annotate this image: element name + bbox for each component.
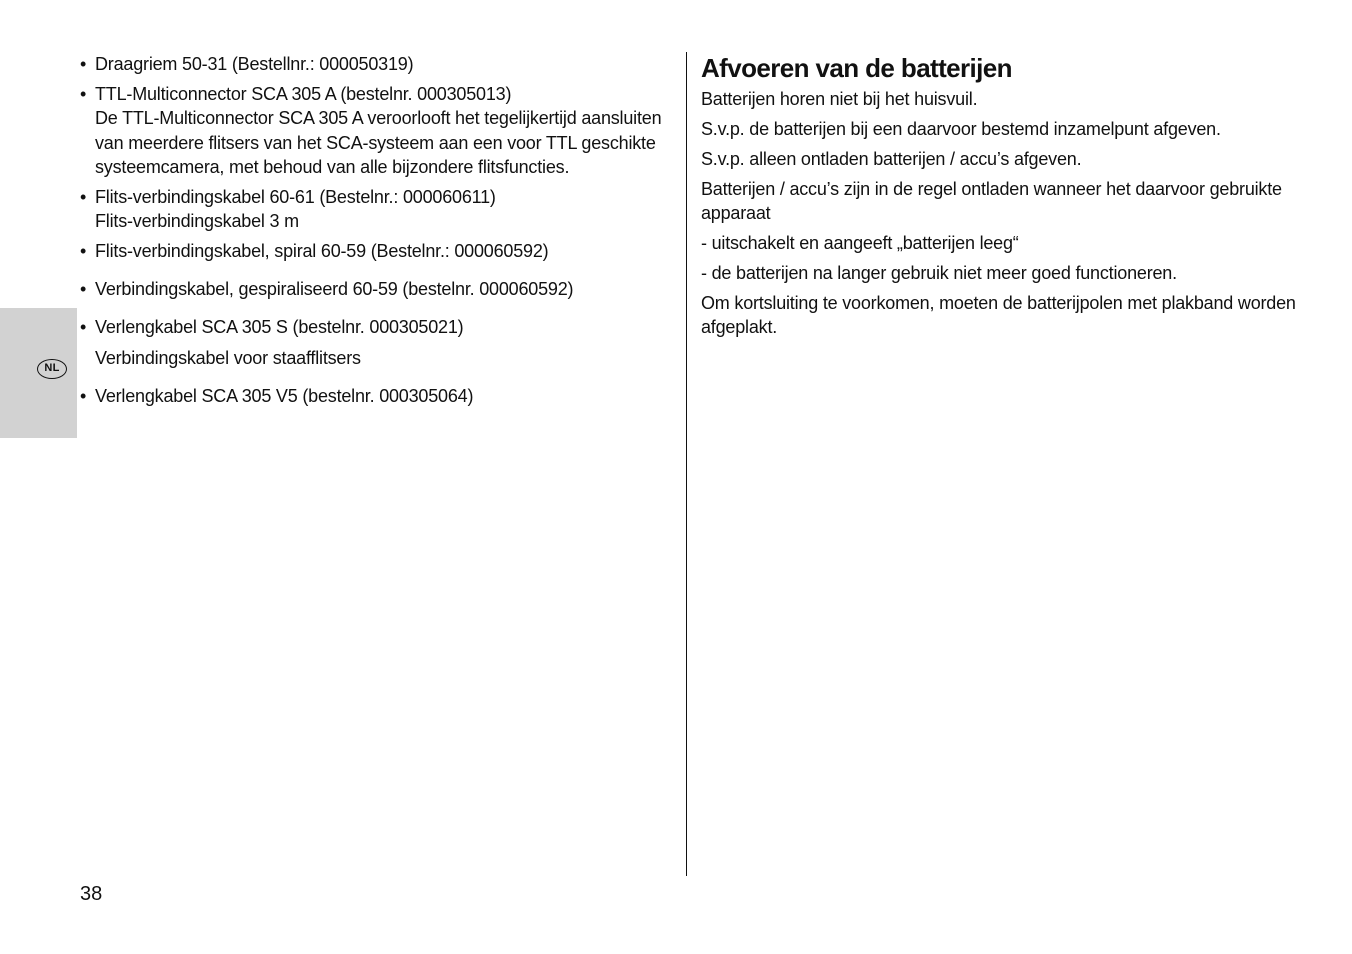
bullet-icon: • (80, 83, 87, 104)
bullet-icon: • (80, 316, 87, 337)
list-item (80, 239, 670, 264)
bullet-icon: • (80, 279, 87, 299)
item-text: van meerdere flitsers van het SCA-systeem aan een voor TTL geschikte (95, 132, 656, 153)
language-badge: NL (37, 359, 67, 379)
list-item (80, 82, 670, 180)
item-text: TTL-Multiconnector SCA 305 A (bestelnr. 000305013) (95, 83, 512, 104)
paragraph: Om kortsluiting te voorkomen, moeten de batterijpolen met plakband worden afgeplakt. (701, 293, 1296, 337)
item-text: systeemcamera, met behoud van alle bijzondere flitsfuncties. (95, 157, 570, 177)
paragraph: S.v.p. alleen ontladen batterijen / accu’s afgeven. (701, 149, 1082, 169)
item-text: Verbindingskabel voor staafflitsers (95, 348, 361, 368)
page-number: 38 (80, 883, 103, 905)
item-text: Verlengkabel SCA 305 V5 (bestelnr. 000305064) (95, 385, 474, 406)
list-item (80, 384, 670, 409)
accessories-list (80, 52, 670, 408)
list-item (80, 315, 670, 371)
item-text: Draagriem 50-31 (Bestellnr.: 000050319) (95, 54, 414, 74)
item-text: Flits-verbindingskabel 60-61 (Bestelnr.: 000060611) (95, 186, 496, 207)
paragraph: S.v.p. de batterijen bij een daarvoor bestemd inzamelpunt afgeven. (701, 119, 1221, 139)
battery-disposal-section (701, 52, 1311, 345)
paragraph: - uitschakelt en aangeeft „batterijen leeg“ (701, 233, 1019, 253)
bullet-icon: • (80, 186, 87, 207)
item-text: De TTL-Multiconnector SCA 305 A veroorlooft het tegelijkertijd aansluiten (95, 108, 662, 128)
list-item (80, 52, 670, 77)
bullet-icon: • (80, 385, 87, 406)
paragraph: - de batterijen na langer gebruik niet meer goed functioneren. (701, 263, 1177, 283)
item-text: Verlengkabel SCA 305 S (bestelnr. 000305021) (95, 316, 464, 337)
list-item (80, 185, 670, 234)
item-text: Flits-verbindingskabel, spiral 60-59 (Bestelnr.: 000060592) (95, 240, 549, 261)
bullet-icon: • (80, 240, 87, 261)
list-item (80, 277, 670, 302)
item-text: Verbindingskabel, gespiraliseerd 60-59 (bestelnr. 000060592) (95, 279, 574, 299)
column-divider (686, 52, 687, 876)
section-heading: Afvoeren van de batterijen (701, 53, 1012, 83)
paragraph: Batterijen / accu’s zijn in de regel ontladen wanneer het daarvoor gebruikte apparaat (701, 179, 1282, 223)
paragraph: Batterijen horen niet bij het huisvuil. (701, 89, 978, 109)
bullet-icon: • (80, 54, 87, 74)
item-text: Flits-verbindingskabel 3 m (95, 211, 299, 231)
